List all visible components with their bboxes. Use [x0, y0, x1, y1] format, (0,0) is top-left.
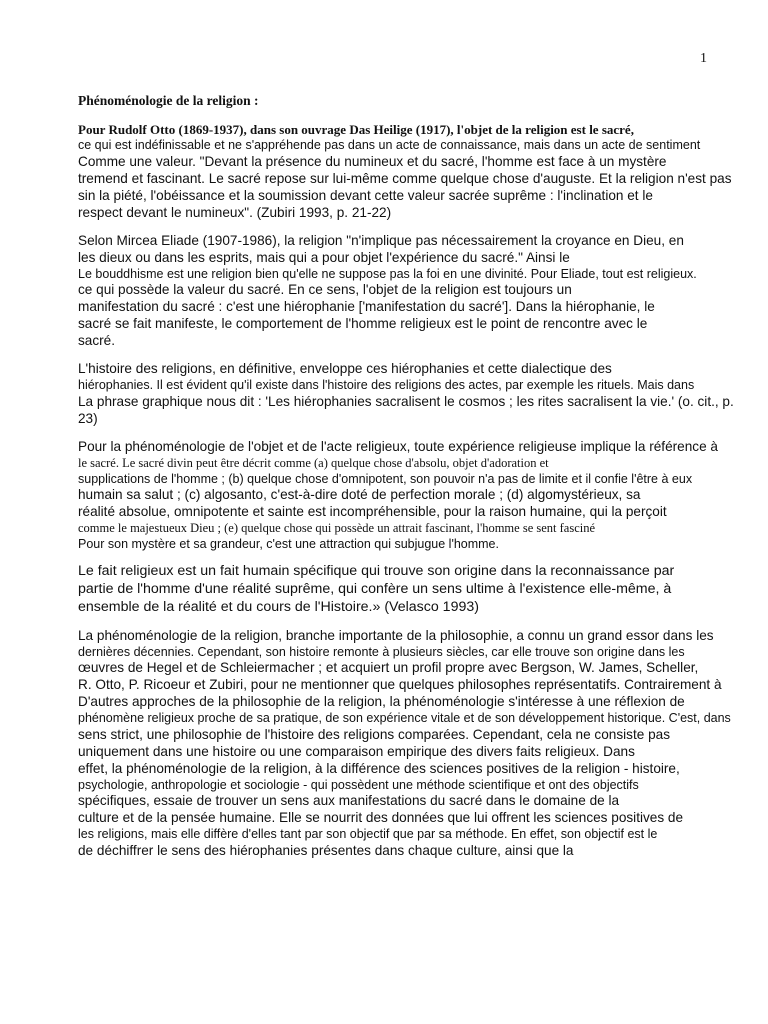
text-line: culture et de la pensée humaine. Elle se nourrit des données que lui offrent les sciences positives de: [78, 810, 684, 826]
text-line: hiérophanies. Il est évident qu'il existe dans l'histoire des religions des actes, par exemple les rituels. Mais dans: [78, 378, 695, 393]
text-line: D'autres approches de la philosophie de la religion, la phénoménologie s'intéresse à une réflexion de: [78, 694, 685, 710]
text-line: psychologie, anthropologie et sociologie - qui possèdent une méthode scientifique et ont des objectifs: [78, 777, 639, 792]
text-line: manifestation du sacré : c'est une hiérophanie ['manifestation du sacré']. Dans la hiérophanie, le: [78, 299, 655, 315]
paragraph: [78, 122, 730, 222]
text-line: tremend et fascinant. Le sacré repose sur lui-même comme quelque chose d'auguste. Et la religion n'est pas: [78, 170, 732, 186]
text-line: uniquement dans une histoire ou une comparaison empirique des divers faits religieux. Dans: [78, 743, 635, 759]
text-line: sacré.: [78, 333, 116, 349]
text-line: ensemble de la réalité et du cours de l'Histoire.» (Velasco 1993): [78, 598, 479, 615]
text-line: sin la piété, l'obéissance et la soumission devant cette valeur sacrée suprême : l'inclination et le: [78, 187, 653, 203]
text-line: Comme une valeur. "Devant la présence du numineux et du sacré, l'homme est face à un mystère: [78, 153, 667, 169]
text-line: spécifiques, essaie de trouver un sens aux manifestations du sacré dans le domaine de la: [78, 793, 620, 809]
text-line: sens strict, une philosophie de l'histoire des religions comparées. Cependant, cela ne consiste pas: [78, 726, 670, 742]
text-line: les dieux ou dans les esprits, mais qui a pour objet l'expérience du sacré." Ainsi le: [78, 249, 570, 265]
text-line: Pour son mystère et sa grandeur, c'est une attraction qui subjugue l'homme.: [78, 536, 499, 551]
paragraph-container: [78, 122, 734, 860]
text-line: La phénoménologie de la religion, branche importante de la philosophie, a connu un grand essor dans les: [78, 627, 714, 643]
text-line: de déchiffrer le sens des hiérophanies présentes dans chaque culture, ainsi que la: [78, 842, 574, 858]
text-line: phénomène religieux proche de sa pratique, de son expérience vitale et de son développement historique. C'est, dans: [78, 711, 731, 726]
text-line: dernières décennies. Cependant, son histoire remonte à plusieurs siècles, car elle trouve son origine dans les: [78, 644, 685, 659]
text-line: le sacré. Le sacré divin peut être décrit comme (a) quelque chose d'absolu, objet d'adoration et: [78, 455, 549, 470]
text-line: comme le majestueux Dieu ; (e) quelque chose qui possède un attrait fascinant, l'homme se sent fasciné: [78, 521, 596, 536]
paragraph: [78, 563, 730, 616]
text-line: R. Otto, P. Ricoeur et Zubiri, pour ne mentionner que quelques philosophes représentatifs. Contrairement à: [78, 677, 722, 693]
page-number: 1: [700, 51, 707, 66]
text-line: supplications de l'homme ; (b) quelque chose d'omnipotent, son pouvoir n'a pas de limite et il confie l'être à eux: [78, 471, 693, 486]
text-line: partie de l'homme d'une réalité suprême, qui confère un sens ultime à l'existence elle-même, à: [78, 581, 672, 598]
text-line: humain sa salut ; (c) algosanto, c'est-à-dire doté de perfection morale ; (d) algomystérieux, sa: [78, 487, 641, 503]
text-line: réalité absolue, omnipotente et sainte est incompréhensible, pour la raison humaine, qui la perçoit: [78, 504, 667, 520]
text-line: Pour Rudolf Otto (1869-1937), dans son ouvrage Das Heilige (1917), l'objet de la religion est le sacré,: [78, 122, 634, 137]
paragraph: [78, 439, 730, 552]
text-line: ce qui est indéfinissable et ne s'appréhende pas dans un acte de connaissance, mais dans un acte de sentiment: [78, 138, 701, 153]
text-line: les religions, mais elle diffère d'elles tant par son objectif que par sa méthode. En effet, son objectif est le: [78, 827, 658, 842]
paragraph: [78, 361, 734, 428]
text-line: Pour la phénoménologie de l'objet et de l'acte religieux, toute expérience religieuse implique la référence à: [78, 438, 718, 454]
document-title: Phénoménologie de la religion :: [78, 93, 259, 108]
text-line: respect devant le numineux". (Zubiri 1993, p. 21-22): [78, 204, 392, 220]
text-line: Le fait religieux est un fait humain spécifique qui trouve son origine dans la reconnaissance par: [78, 563, 675, 580]
text-line: œuvres de Hegel et de Schleiermacher ; et acquiert un profil propre avec Bergson, W. James, Scheller,: [78, 660, 699, 676]
paragraph: [78, 628, 730, 860]
text-line: La phrase graphique nous dit : 'Les hiérophanies sacralisent le cosmos ; les rites sacralisent la vie.' (o. cit., p.: [78, 393, 734, 409]
paragraph: [78, 233, 730, 351]
text-line: 23): [78, 410, 98, 426]
text-line: effet, la phénoménologie de la religion, à la différence des sciences positives de la religion - histoire,: [78, 760, 680, 776]
document-body: [78, 93, 734, 871]
text-line: Selon Mircea Eliade (1907-1986), la religion "n'implique pas nécessairement la croyance en Dieu, en: [78, 232, 684, 248]
text-line: ce qui possède la valeur du sacré. En ce sens, l'objet de la religion est toujours un: [78, 282, 572, 298]
text-line: Le bouddhisme est une religion bien qu'elle ne suppose pas la foi en une divinité. Pour Eliade, tout est religieux.: [78, 266, 697, 281]
text-line: L'histoire des religions, en définitive, enveloppe ces hiérophanies et cette dialectique des: [78, 361, 612, 377]
text-line: sacré se fait manifeste, le comportement de l'homme religieux est le point de rencontre avec le: [78, 316, 648, 332]
